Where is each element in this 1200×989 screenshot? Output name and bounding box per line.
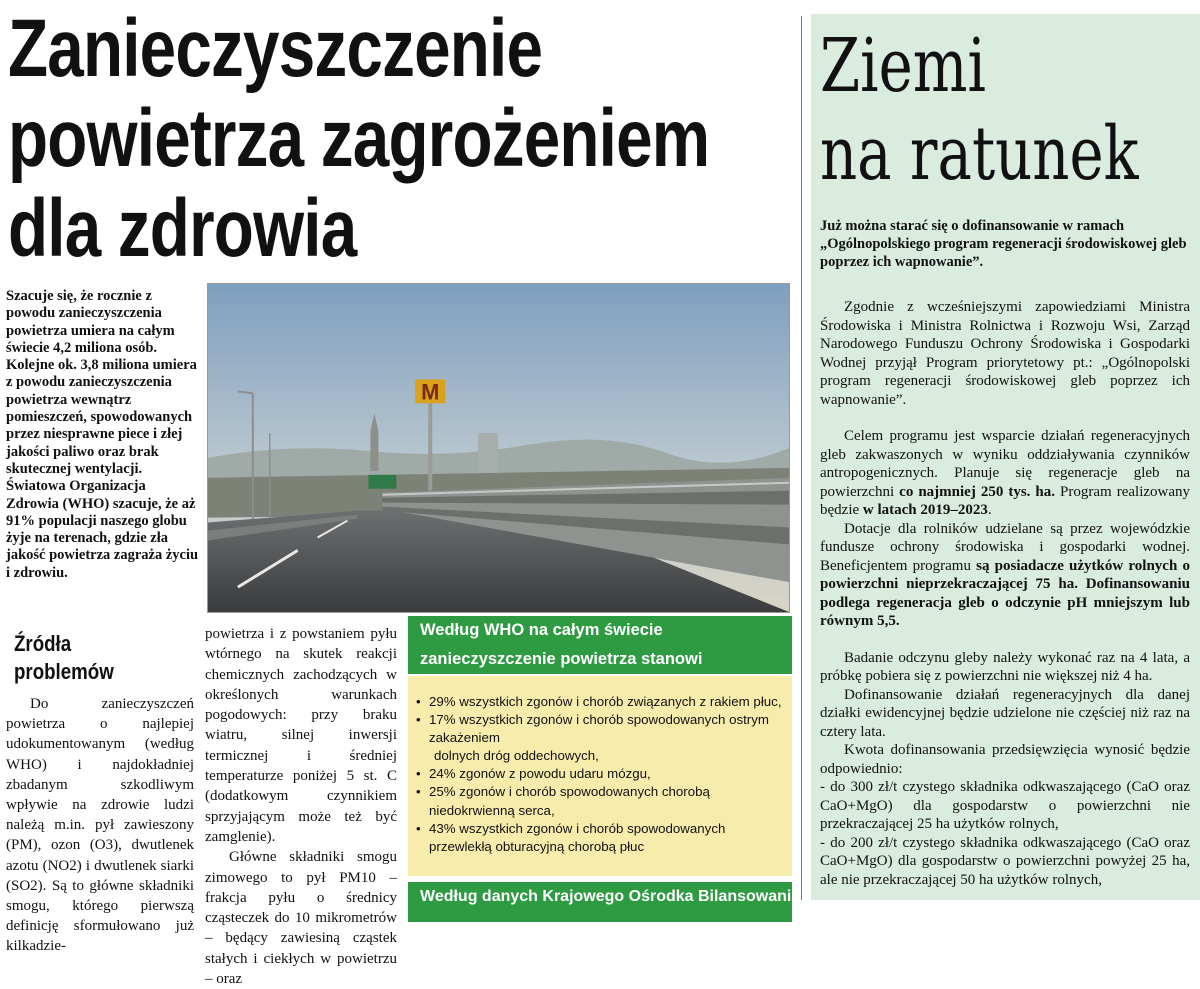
sidebar-title [820, 22, 1139, 198]
photo-illustration [208, 284, 789, 612]
who-box-heading [408, 616, 792, 674]
subhead-line-1: Źródła [14, 631, 72, 656]
sidebar-title-line-1: Ziemi [820, 23, 986, 109]
article-lead: Szacuje się, że rocznie z powodu zanieczyszczenia powietrza umiera na całym świecie 4,2 miliona osób. Kolejne ok. 3,8 miliona umiera z powodu zanieczyszczenia powietrza wewnątrz pomieszczeń, spowodowanych przez niesprawne piece i złej jakości paliwo oraz brak skutecznej wentylacji. Światowa Organizacja Zdrowia (WHO) szacuje, że aż 91% populacji naszego globu żyje na terenach, gdzie zła jakość powietrza zagraża życiu i zdrowiu. [6, 288, 199, 581]
sidebar-paragraph-3: Dotacje dla rolników udzielane są przez wojewódzkie fundusze ochrony środowiska i gospodarki wodnej. Beneficjentem programu są posiadacze użytków rolnych o powierzchni nieprzekraczającej 75 ha. Dofinansowaniu podlega regeneracja gleb o odczynie pH mniejszym lub równym 5,5. [820, 520, 1190, 629]
section-subhead [14, 630, 171, 686]
highway-photo [207, 283, 790, 613]
body-column-2-paragraph-2: Główne składniki smogu zimowego to pył PM10 – frakcja pyłu o średnicy cząsteczek do 10 mikrometrów – będący zawiesiną cząstek stałych i ciekłych w powietrzu – oraz [205, 849, 397, 988]
body-column-1: Do zanieczyszczeń powietrza o najlepiej udokumentowanym (według WHO) i najdokładniej zbadanym szkodliwym wpływie na zdrowie ludzi należą m.in. pył zawieszony (PM), ozon (O3), dwutlenek azotu (NO2) i dwutlenek siarki (SO2). Są to główne składniki smogu, którego pierwszą definicję sformułowano już kilkadzie- [6, 696, 194, 955]
article-headline [8, 3, 710, 274]
sidebar-paragraph-7: - do 300 zł/t czystego składnika odkwaszającego (CaO oraz CaO+MgO) dla gospodarstw o powierzchni nie przekraczającej 25 ha użytków rolnych, [820, 779, 1190, 832]
who-stats-list [408, 676, 792, 876]
list-item: • 43% wszystkich zgonów i chorób spowodowanych przewlekłą obturacyjną chorobą płuc [416, 820, 782, 856]
body-column-2-paragraph-1: powietrza i z powstaniem pyłu wtórnego na skutek reakcji chemicznych zachodzących w określonych warunkach pogodowych: przy braku wiatru, silnej inwersji termicznej i średniej temperaturze poniżej 5 st. C (dodatkowym czynnikiem sprzyjającym może też być zamglenie). [205, 626, 397, 845]
sidebar-lead: Już można starać się o dofinansowanie w ramach „Ogólnopolskiego program regeneracji środowiskowej gleb poprzez ich wapnowanie”. [820, 218, 1187, 270]
list-item: • 24% zgonów z powodu udaru mózgu, [416, 765, 782, 783]
column-divider [801, 16, 802, 900]
headline-line-2: powietrza zagrożeniem [8, 93, 710, 184]
list-item: • 17% wszystkich zgonów i chorób spowodowanych ostrym zakażeniem [416, 711, 782, 747]
sidebar-paragraph-8: - do 200 zł/t czystego składnika odkwaszającego (CaO oraz CaO+MgO) dla gospodarstw o powierzchni powyżej 25 ha, ale nie przekraczającej 50 ha użytków rolnych, [820, 834, 1190, 888]
sidebar-paragraph-4: Badanie odczynu gleby należy wykonać raz na 4 lata, a próbkę pobiera się z powierzchni nie większej niż 4 ha. [820, 649, 1190, 684]
svg-text:M: M [421, 379, 440, 405]
mcdonalds-sign-icon [415, 379, 445, 404]
sidebar-paragraph-2: Celem programu jest wsparcie działań regeneracyjnych gleb zakwaszonych w wyniku oddziaływania czynników antropogenicznych. Planuje się regeneracje gleb na powierzchni co najmniej 250 tys. ha. Program realizowany będzie w latach 2019–2023. [820, 428, 1191, 518]
who-heading-line-1: Według WHO na całym świecie [420, 621, 663, 639]
who-heading-line-2: zanieczyszczenie powietrza stanowi [420, 650, 703, 668]
list-item: • 29% wszystkich zgonów i chorób związanych z rakiem płuc, [416, 693, 782, 711]
headline-line-1: Zanieczyszczenie [8, 3, 543, 94]
sidebar-paragraph-6: Kwota dofinansowania przedsięwzięcia wynosić będzie odpowiednio: [820, 742, 1190, 777]
sidebar-paragraph-5: Dofinansowanie działań regeneracyjnych dla danej działki ewidencyjnej będzie udzielone nie częściej niż raz na cztery lata. [820, 686, 1190, 740]
body-column-2 [205, 624, 397, 989]
sidebar-body [820, 298, 1190, 889]
subhead-line-2: problemów [14, 659, 114, 684]
headline-line-3: dla zdrowia [8, 183, 357, 274]
list-item: • 25% zgonów i chorób spowodowanych chorobą niedokrwienną serca, [416, 783, 782, 819]
sidebar-title-line-2: na ratunek [820, 111, 1139, 197]
list-item-continuation: dolnych dróg oddechowych, [434, 748, 599, 764]
sidebar-paragraph-1: Zgodnie z wcześniejszymi zapowiedziami Ministra Środowiska i Ministra Rolnictwa i Rozwoju Wsi, Zarząd Narodowego Funduszu Ochrony Środowiska i Gospodarki Wodnej przyjął Program priorytetowy pt.: „Ogólnopolski program regeneracji środowiskowej gleb poprzez ich wapnowanie”. [820, 299, 1190, 408]
second-box-heading: Według danych Krajowego Ośrodka Bilansowania [408, 882, 792, 922]
